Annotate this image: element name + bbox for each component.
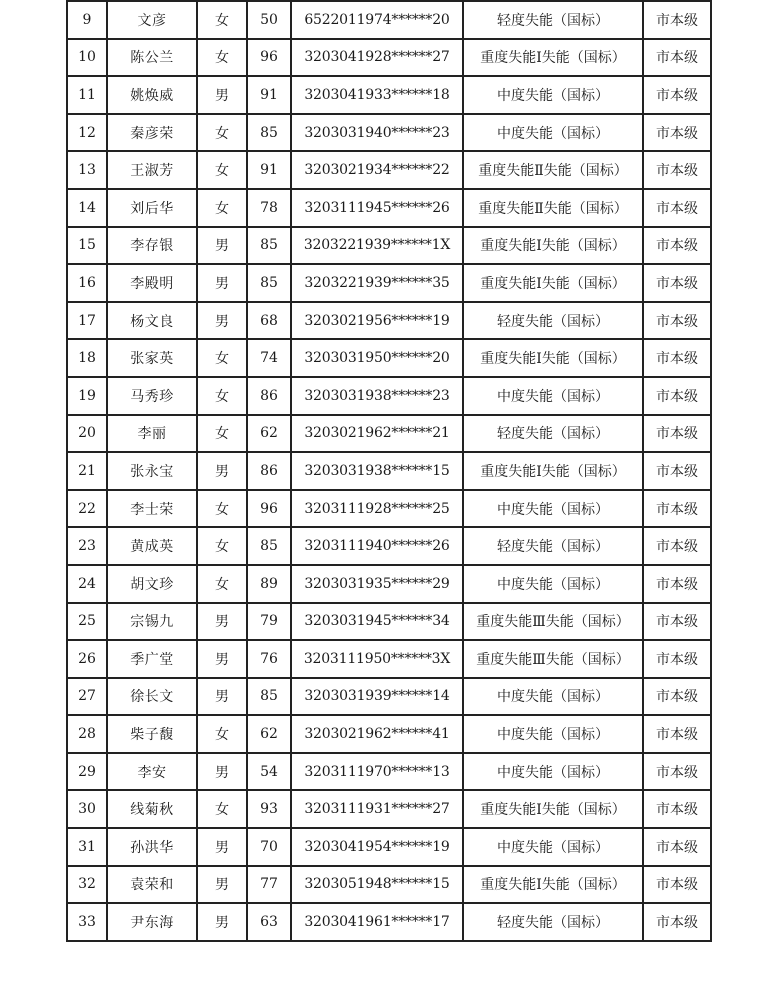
- age-cell: 78: [247, 189, 291, 227]
- name-cell: 宗锡九: [107, 603, 197, 641]
- row-number-cell: 24: [67, 565, 107, 603]
- name-cell: 李殿明: [107, 264, 197, 302]
- disability-level-cell: 中度失能（国标）: [463, 715, 643, 753]
- disability-level-cell: 重度失能Ⅰ失能（国标）: [463, 264, 643, 302]
- id-number-cell: 3203021934******22: [291, 151, 463, 189]
- row-number-cell: 25: [67, 603, 107, 641]
- table-row: [67, 189, 711, 227]
- row-number-cell: 28: [67, 715, 107, 753]
- age-cell: 96: [247, 39, 291, 77]
- id-number-cell: 3203021962******21: [291, 415, 463, 453]
- row-number-cell: 15: [67, 227, 107, 265]
- disability-level-cell: 轻度失能（国标）: [463, 415, 643, 453]
- id-number-cell: 3203111931******27: [291, 790, 463, 828]
- table-row: [67, 227, 711, 265]
- age-cell: 85: [247, 264, 291, 302]
- name-cell: 姚焕威: [107, 76, 197, 114]
- sex-cell: 男: [197, 640, 247, 678]
- name-cell: 孙洪华: [107, 828, 197, 866]
- name-cell: 王淑芳: [107, 151, 197, 189]
- id-number-cell: 3203111928******25: [291, 490, 463, 528]
- disability-roster-table: [66, 0, 712, 942]
- administrative-unit-cell: 市本级: [643, 151, 711, 189]
- administrative-unit-cell: 市本级: [643, 76, 711, 114]
- disability-level-cell: 重度失能Ⅰ失能（国标）: [463, 866, 643, 904]
- id-number-cell: 3203031945******34: [291, 603, 463, 641]
- id-number-cell: 3203111970******13: [291, 753, 463, 791]
- sex-cell: 女: [197, 715, 247, 753]
- disability-level-cell: 重度失能Ⅰ失能（国标）: [463, 227, 643, 265]
- sex-cell: 女: [197, 527, 247, 565]
- administrative-unit-cell: 市本级: [643, 377, 711, 415]
- id-number-cell: 3203031950******20: [291, 339, 463, 377]
- age-cell: 85: [247, 114, 291, 152]
- age-cell: 50: [247, 1, 291, 39]
- administrative-unit-cell: 市本级: [643, 227, 711, 265]
- table-row: [67, 640, 711, 678]
- sex-cell: 男: [197, 302, 247, 340]
- name-cell: 陈公兰: [107, 39, 197, 77]
- sex-cell: 女: [197, 151, 247, 189]
- table-row: [67, 678, 711, 716]
- table-row: [67, 903, 711, 941]
- administrative-unit-cell: 市本级: [643, 640, 711, 678]
- sex-cell: 男: [197, 866, 247, 904]
- administrative-unit-cell: 市本级: [643, 715, 711, 753]
- name-cell: 季广堂: [107, 640, 197, 678]
- sex-cell: 男: [197, 603, 247, 641]
- sex-cell: 女: [197, 565, 247, 603]
- row-number-cell: 33: [67, 903, 107, 941]
- disability-level-cell: 中度失能（国标）: [463, 76, 643, 114]
- table-row: [67, 790, 711, 828]
- disability-level-cell: 中度失能（国标）: [463, 678, 643, 716]
- age-cell: 96: [247, 490, 291, 528]
- row-number-cell: 22: [67, 490, 107, 528]
- id-number-cell: 3203221939******1X: [291, 227, 463, 265]
- sex-cell: 男: [197, 264, 247, 302]
- administrative-unit-cell: 市本级: [643, 490, 711, 528]
- age-cell: 76: [247, 640, 291, 678]
- name-cell: 黄成英: [107, 527, 197, 565]
- disability-level-cell: 中度失能（国标）: [463, 377, 643, 415]
- sex-cell: 女: [197, 377, 247, 415]
- table-row: [67, 452, 711, 490]
- disability-level-cell: 重度失能Ⅰ失能（国标）: [463, 339, 643, 377]
- age-cell: 91: [247, 151, 291, 189]
- name-cell: 刘后华: [107, 189, 197, 227]
- table-row: [67, 151, 711, 189]
- administrative-unit-cell: 市本级: [643, 1, 711, 39]
- table-row: [67, 490, 711, 528]
- table-row: [67, 264, 711, 302]
- table-body: [67, 1, 711, 941]
- id-number-cell: 6522011974******20: [291, 1, 463, 39]
- disability-level-cell: 重度失能Ⅲ失能（国标）: [463, 603, 643, 641]
- row-number-cell: 10: [67, 39, 107, 77]
- id-number-cell: 3203111950******3X: [291, 640, 463, 678]
- age-cell: 74: [247, 339, 291, 377]
- row-number-cell: 23: [67, 527, 107, 565]
- table-row: [67, 866, 711, 904]
- table-row: [67, 603, 711, 641]
- id-number-cell: 3203041933******18: [291, 76, 463, 114]
- age-cell: 79: [247, 603, 291, 641]
- administrative-unit-cell: 市本级: [643, 903, 711, 941]
- id-number-cell: 3203041961******17: [291, 903, 463, 941]
- administrative-unit-cell: 市本级: [643, 189, 711, 227]
- table-row: [67, 1, 711, 39]
- sex-cell: 男: [197, 76, 247, 114]
- disability-level-cell: 轻度失能（国标）: [463, 903, 643, 941]
- age-cell: 77: [247, 866, 291, 904]
- disability-level-cell: 轻度失能（国标）: [463, 527, 643, 565]
- name-cell: 柴子馥: [107, 715, 197, 753]
- age-cell: 62: [247, 715, 291, 753]
- administrative-unit-cell: 市本级: [643, 603, 711, 641]
- row-number-cell: 26: [67, 640, 107, 678]
- name-cell: 张家英: [107, 339, 197, 377]
- id-number-cell: 3203031935******29: [291, 565, 463, 603]
- id-number-cell: 3203041928******27: [291, 39, 463, 77]
- name-cell: 李丽: [107, 415, 197, 453]
- age-cell: 63: [247, 903, 291, 941]
- sex-cell: 男: [197, 903, 247, 941]
- table-row: [67, 565, 711, 603]
- sex-cell: 男: [197, 227, 247, 265]
- disability-level-cell: 重度失能Ⅲ失能（国标）: [463, 640, 643, 678]
- age-cell: 86: [247, 452, 291, 490]
- id-number-cell: 3203031939******14: [291, 678, 463, 716]
- age-cell: 93: [247, 790, 291, 828]
- age-cell: 86: [247, 377, 291, 415]
- administrative-unit-cell: 市本级: [643, 39, 711, 77]
- administrative-unit-cell: 市本级: [643, 415, 711, 453]
- disability-level-cell: 中度失能（国标）: [463, 565, 643, 603]
- name-cell: 马秀珍: [107, 377, 197, 415]
- row-number-cell: 14: [67, 189, 107, 227]
- table-row: [67, 527, 711, 565]
- sex-cell: 男: [197, 452, 247, 490]
- sex-cell: 女: [197, 415, 247, 453]
- id-number-cell: 3203031940******23: [291, 114, 463, 152]
- table-row: [67, 302, 711, 340]
- id-number-cell: 3203021962******41: [291, 715, 463, 753]
- administrative-unit-cell: 市本级: [643, 527, 711, 565]
- row-number-cell: 29: [67, 753, 107, 791]
- row-number-cell: 9: [67, 1, 107, 39]
- sex-cell: 男: [197, 828, 247, 866]
- administrative-unit-cell: 市本级: [643, 264, 711, 302]
- sex-cell: 女: [197, 790, 247, 828]
- disability-level-cell: 轻度失能（国标）: [463, 1, 643, 39]
- disability-level-cell: 重度失能Ⅰ失能（国标）: [463, 39, 643, 77]
- id-number-cell: 3203031938******15: [291, 452, 463, 490]
- administrative-unit-cell: 市本级: [643, 565, 711, 603]
- table-row: [67, 39, 711, 77]
- name-cell: 袁荣和: [107, 866, 197, 904]
- disability-level-cell: 中度失能（国标）: [463, 753, 643, 791]
- sex-cell: 女: [197, 39, 247, 77]
- disability-level-cell: 中度失能（国标）: [463, 828, 643, 866]
- name-cell: 胡文珍: [107, 565, 197, 603]
- sex-cell: 男: [197, 753, 247, 791]
- age-cell: 54: [247, 753, 291, 791]
- name-cell: 尹东海: [107, 903, 197, 941]
- table-row: [67, 114, 711, 152]
- id-number-cell: 3203021956******19: [291, 302, 463, 340]
- row-number-cell: 30: [67, 790, 107, 828]
- age-cell: 70: [247, 828, 291, 866]
- row-number-cell: 19: [67, 377, 107, 415]
- table-row: [67, 753, 711, 791]
- administrative-unit-cell: 市本级: [643, 678, 711, 716]
- name-cell: 秦彦荣: [107, 114, 197, 152]
- row-number-cell: 32: [67, 866, 107, 904]
- id-number-cell: 3203221939******35: [291, 264, 463, 302]
- id-number-cell: 3203031938******23: [291, 377, 463, 415]
- table-row: [67, 415, 711, 453]
- row-number-cell: 18: [67, 339, 107, 377]
- disability-level-cell: 重度失能Ⅱ失能（国标）: [463, 189, 643, 227]
- table-row: [67, 339, 711, 377]
- name-cell: 文彦: [107, 1, 197, 39]
- age-cell: 68: [247, 302, 291, 340]
- row-number-cell: 27: [67, 678, 107, 716]
- name-cell: 线菊秋: [107, 790, 197, 828]
- sex-cell: 男: [197, 678, 247, 716]
- row-number-cell: 12: [67, 114, 107, 152]
- disability-level-cell: 中度失能（国标）: [463, 114, 643, 152]
- row-number-cell: 11: [67, 76, 107, 114]
- disability-level-cell: 中度失能（国标）: [463, 490, 643, 528]
- id-number-cell: 3203051948******15: [291, 866, 463, 904]
- table-row: [67, 76, 711, 114]
- age-cell: 62: [247, 415, 291, 453]
- id-number-cell: 3203041954******19: [291, 828, 463, 866]
- age-cell: 91: [247, 76, 291, 114]
- administrative-unit-cell: 市本级: [643, 302, 711, 340]
- name-cell: 李安: [107, 753, 197, 791]
- age-cell: 85: [247, 527, 291, 565]
- id-number-cell: 3203111945******26: [291, 189, 463, 227]
- name-cell: 徐长文: [107, 678, 197, 716]
- sex-cell: 女: [197, 490, 247, 528]
- disability-level-cell: 重度失能Ⅰ失能（国标）: [463, 452, 643, 490]
- sex-cell: 女: [197, 189, 247, 227]
- disability-level-cell: 轻度失能（国标）: [463, 302, 643, 340]
- sex-cell: 女: [197, 339, 247, 377]
- name-cell: 李存银: [107, 227, 197, 265]
- administrative-unit-cell: 市本级: [643, 339, 711, 377]
- name-cell: 杨文良: [107, 302, 197, 340]
- age-cell: 85: [247, 227, 291, 265]
- table-row: [67, 377, 711, 415]
- sex-cell: 女: [197, 114, 247, 152]
- disability-level-cell: 重度失能Ⅱ失能（国标）: [463, 151, 643, 189]
- administrative-unit-cell: 市本级: [643, 866, 711, 904]
- name-cell: 张永宝: [107, 452, 197, 490]
- age-cell: 89: [247, 565, 291, 603]
- row-number-cell: 17: [67, 302, 107, 340]
- age-cell: 85: [247, 678, 291, 716]
- row-number-cell: 13: [67, 151, 107, 189]
- administrative-unit-cell: 市本级: [643, 753, 711, 791]
- row-number-cell: 21: [67, 452, 107, 490]
- table-row: [67, 715, 711, 753]
- table-row: [67, 828, 711, 866]
- row-number-cell: 16: [67, 264, 107, 302]
- administrative-unit-cell: 市本级: [643, 114, 711, 152]
- administrative-unit-cell: 市本级: [643, 828, 711, 866]
- disability-level-cell: 重度失能Ⅰ失能（国标）: [463, 790, 643, 828]
- administrative-unit-cell: 市本级: [643, 790, 711, 828]
- administrative-unit-cell: 市本级: [643, 452, 711, 490]
- id-number-cell: 3203111940******26: [291, 527, 463, 565]
- name-cell: 李士荣: [107, 490, 197, 528]
- row-number-cell: 20: [67, 415, 107, 453]
- sex-cell: 女: [197, 1, 247, 39]
- row-number-cell: 31: [67, 828, 107, 866]
